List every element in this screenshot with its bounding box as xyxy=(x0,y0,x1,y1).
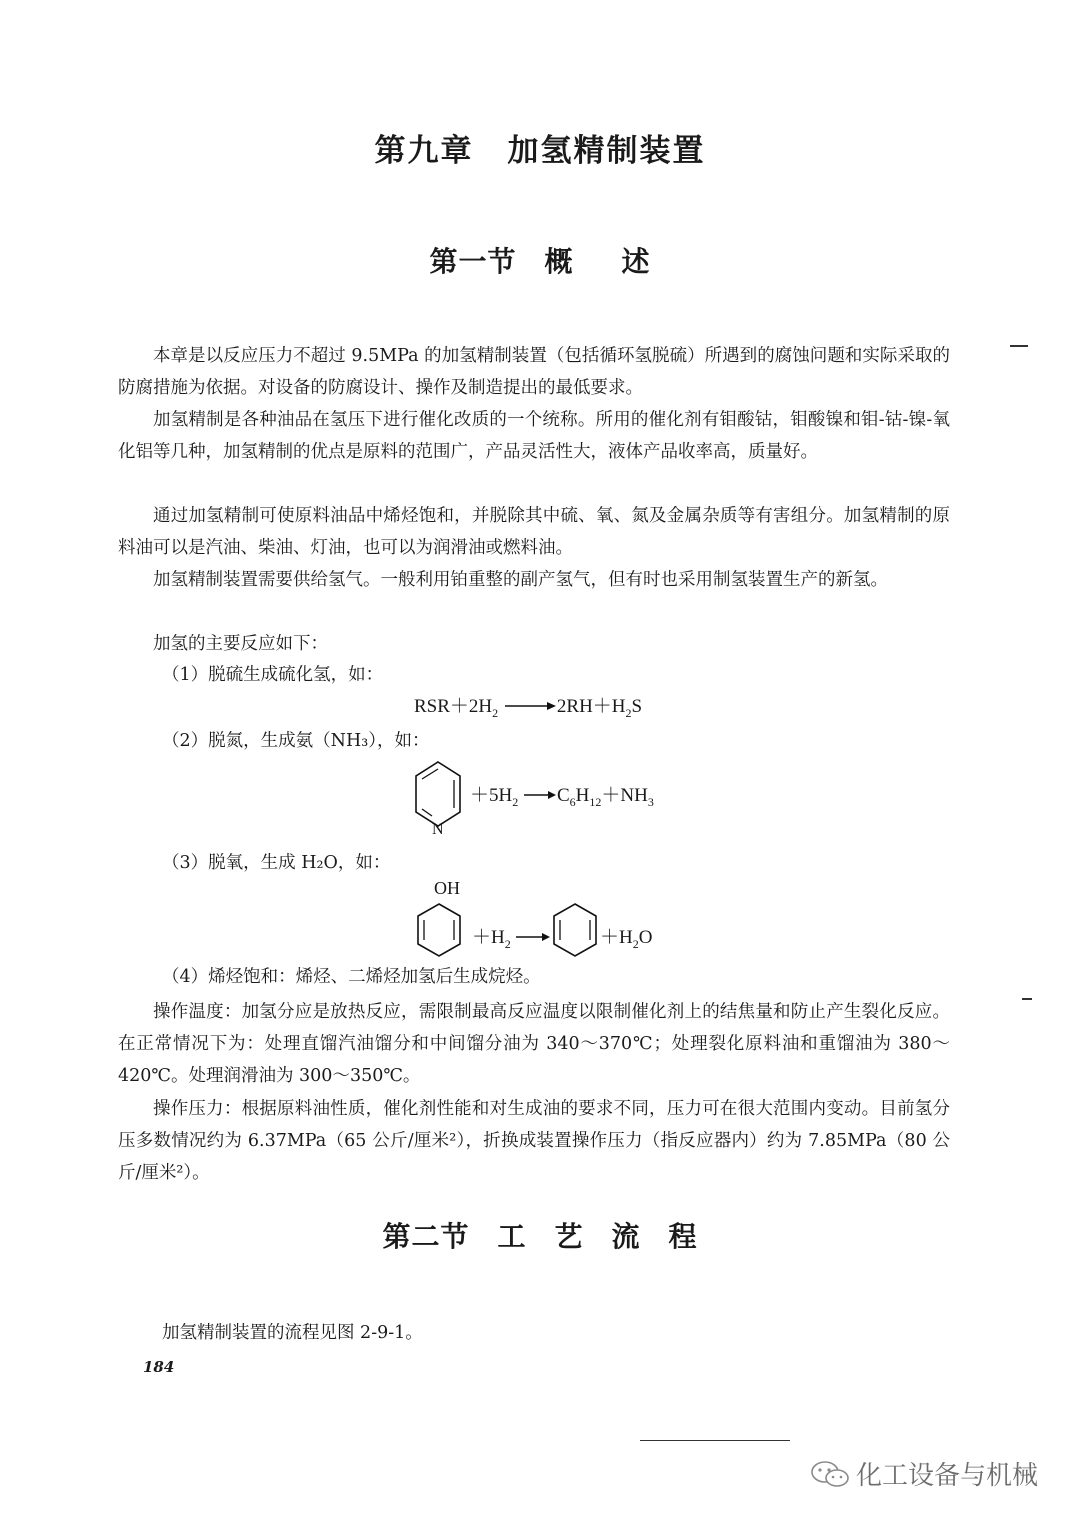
eq-text: H xyxy=(575,785,590,806)
reaction-item-3: （3）脱氧，生成 H₂O，如： xyxy=(162,853,391,873)
eq-text: ＋5H xyxy=(470,785,513,806)
chapter-title xyxy=(0,125,1080,170)
hydroxyl-label: OH xyxy=(434,878,460,898)
eq-sub: 2 xyxy=(492,705,499,720)
section-number: 第一节 xyxy=(429,245,517,278)
eq-text: ＋H xyxy=(472,927,505,948)
wechat-icon xyxy=(810,1459,850,1489)
paragraph: 加氢精制是各种油品在氢压下进行催化改质的一个统称。所用的催化剂有钼酸钴，钼酸镍和钼-钴-镍-氧化铝等几种，加氢精制的优点是原料的范围广，产品灵活性大，液体产品收率高，质量好。 xyxy=(118,410,950,462)
section-word: 工 xyxy=(497,1220,527,1253)
paragraph: 操作压力：根据原料油性质，催化剂性能和对生成油的要求不同，压力可在很大范围内变动。目前氢分压多数情况约为 6.37MPa（65 公斤/厘米²），折换成装置操作压力（指反应器内）约为 7.85MPa（80 公斤/厘米²）。 xyxy=(118,1099,950,1183)
paragraph: 加氢的主要反应如下： xyxy=(153,634,328,654)
pyridine-ring-icon xyxy=(410,758,466,836)
eq-text: S xyxy=(631,696,643,717)
eq-text: 2RH＋H xyxy=(556,696,626,717)
eq-sub: 2 xyxy=(504,936,511,951)
eq-text: ＋NH xyxy=(601,785,648,806)
section-word: 概 xyxy=(544,245,574,278)
watermark-text: 化工设备与机械 xyxy=(856,1461,1039,1491)
equation-3-product xyxy=(600,922,652,952)
eq-sub: 12 xyxy=(589,794,602,809)
section-word: 流 xyxy=(611,1220,641,1253)
equation-1 xyxy=(414,691,642,721)
nitrogen-atom-label: N xyxy=(432,821,444,836)
section-title-1 xyxy=(0,240,1080,280)
eq-sub: 6 xyxy=(569,794,576,809)
section-title-2 xyxy=(0,1215,1080,1255)
eq-text: O xyxy=(638,927,653,948)
chapter-name: 加氢精制装置 xyxy=(507,133,706,169)
section-number: 第二节 xyxy=(382,1220,470,1253)
eq-sub: 3 xyxy=(647,794,654,809)
eq-text: C xyxy=(556,785,570,806)
section-word: 程 xyxy=(668,1220,698,1253)
paragraph: 本章是以反应压力不超过 9.5MPa 的加氢精制装置（包括循环氢脱硫）所遇到的腐蚀问题和实际采取的防腐措施为依据。对设备的防腐设计、操作及制造提出的最低要求。 xyxy=(118,346,950,398)
phenol-ring-icon xyxy=(414,900,464,962)
paragraph: 通过加氢精制可使原料油品中烯烃饱和，并脱除其中硫、氧、氮及金属杂质等有害组分。加氢精制的原料油可以是汽油、柴油、灯油，也可以为润滑油或燃料油。 xyxy=(118,506,950,558)
paragraph: 加氢精制装置需要供给氢气。一般利用铂重整的副产氢气，但有时也采用制氢装置生产的新氢。 xyxy=(153,570,888,590)
chapter-number: 第九章 xyxy=(374,133,474,169)
benzene-ring-icon xyxy=(550,900,600,962)
equation-3 xyxy=(472,922,551,952)
arrow-right-icon xyxy=(515,931,551,943)
equation-2 xyxy=(470,780,654,810)
section-word: 述 xyxy=(621,245,651,278)
eq-sub: 2 xyxy=(512,794,519,809)
page-number: 184 xyxy=(143,1358,175,1376)
reaction-item-2: （2）脱氮，生成氨（NH₃），如： xyxy=(162,731,430,751)
arrow-right-icon xyxy=(503,700,557,712)
reaction-item-4: （4）烯烃饱和：烯烃、二烯烃加氢后生成烷烃。 xyxy=(162,967,541,987)
scan-mark xyxy=(640,1440,790,1441)
arrow-right-icon xyxy=(523,789,557,801)
eq-text: ＋H xyxy=(600,927,633,948)
flow-reference-text: 加氢精制装置的流程见图 2-9-1。 xyxy=(162,1323,423,1343)
eq-sub: 2 xyxy=(632,936,639,951)
paragraph: 操作温度：加氢分应是放热反应，需限制最高反应温度以限制催化剂上的结焦量和防止产生裂化反应。在正常情况下为：处理直馏汽油馏分和中间馏分油为 340～370℃；处理裂化原料油和重馏油为 380～420℃。处理润滑油为 300～350℃。 xyxy=(118,1002,950,1086)
scan-mark xyxy=(1010,345,1028,347)
section-word: 艺 xyxy=(554,1220,584,1253)
eq-sub: 2 xyxy=(625,705,632,720)
scan-mark xyxy=(1022,998,1032,1000)
eq-text: RSR＋2H xyxy=(414,696,493,717)
reaction-item-1: （1）脱硫生成硫化氢，如： xyxy=(162,665,384,685)
